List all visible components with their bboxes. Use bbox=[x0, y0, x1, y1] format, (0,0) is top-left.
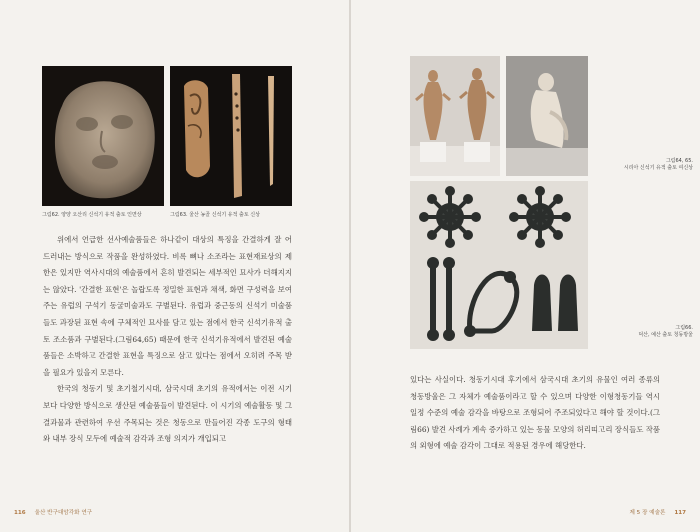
paragraph-3: 있다는 사실이다. 청동기시대 후기에서 삼국시대 초기의 유물인 여러 종류의 청동방울은 그 자체가 예술품이라고 할 수 있으며 다양한 이형청동기들 역시 일정 수준의 예술 감각을 바탕으로 조형되어 주조되었다고 해야 할 것이다.(그림66) 발견 사례가 계속 증가하고 있는 동물 모양의 허리띠고리 장식들도 작품의 외형에 예술 감각이 그대로 적용된 경우에 해당한다. bbox=[410, 375, 660, 451]
bone-figurines-image bbox=[170, 66, 292, 206]
figure-66-text: 덕산, 예산 출토 청동방울 bbox=[638, 332, 693, 338]
left-footer bbox=[14, 508, 92, 516]
right-footer bbox=[630, 508, 687, 516]
bronze-bells-photo bbox=[410, 181, 588, 349]
goddess-pair-photo bbox=[410, 56, 500, 176]
face-mask-photo bbox=[42, 66, 164, 206]
right-page bbox=[351, 0, 700, 532]
figurines-photo bbox=[170, 66, 292, 206]
figure-62-caption: 그림62. 양양 오산리 신석기 유적 출토 인면상 bbox=[42, 212, 142, 218]
chapter-title: 제 5 장 예술론 bbox=[629, 510, 666, 516]
left-page bbox=[0, 0, 349, 532]
figure-64-65-caption bbox=[613, 158, 693, 172]
seated-figurine-photo bbox=[506, 56, 588, 176]
figure-66-number: 그림66. bbox=[675, 325, 693, 331]
page-number-left: 116 bbox=[14, 510, 26, 516]
book-title: 울산 반구대암각화 연구 bbox=[34, 510, 93, 516]
figure-64-65-text: 시리아 신석기 유적 출토 여신상 bbox=[623, 165, 693, 171]
seated-figurine-image bbox=[506, 56, 588, 176]
figure-66-caption bbox=[613, 325, 693, 339]
goddess-figurines-image bbox=[410, 56, 500, 176]
paragraph-1: 위에서 언급한 선사예술품들은 하나같이 대상의 특징을 간결하게 잘 어 드러내는 방식으로 작품을 완성하였다. 비록 뼈나 소조라는 표현재료상의 제한은 있지만 역사시대의 예술품에서 흔히 발견되는 세부적인 묘사가 더해지지는 않았다. '간결한 표현'은 놀랍도록 정밀한 표현과 채색, 화면 구성력을 보여주는 유럽의 구석기 동굴미술과도 구별된다. 유럽과 중근동의 신석기 미술품들도 과장된 표현 속에 구체적인 묘사를 담고 있는 점에서 한국 신석기유적 출토 조소품과 구별된다.(그림64,65) 때문에 한국 신석기유적에서 발견된 예술품들은 소박하고 간결한 표현을 특징으로 삼고 있다는 점에서 오히려 주목 받을 필요가 있을지 모른다. bbox=[43, 235, 292, 377]
page-number-right: 117 bbox=[674, 510, 686, 516]
paragraph-2: 한국의 청동기 및 초기철기시대, 삼국시대 초기의 유적에서는 이전 시기보다 다양한 방식으로 생산된 예술품들이 발견된다. 이 시기의 예술활동 및 그 결과물과 관련하여 우선 주목되는 것은 청동으로 만들어진 각종 도구의 형태와 내부 장식 모두에 예술적 감각과 조형 의지가 개입되고 bbox=[43, 384, 292, 444]
right-body-text bbox=[410, 372, 660, 455]
figure-64-65-number: 그림64, 65. bbox=[665, 158, 693, 164]
left-body-text bbox=[43, 232, 292, 448]
face-mask-image bbox=[42, 66, 164, 206]
figure-63-caption: 그림63. 울산 농골 신석기 유적 출토 신상 bbox=[170, 212, 260, 218]
bronze-artifacts-image bbox=[410, 181, 588, 349]
